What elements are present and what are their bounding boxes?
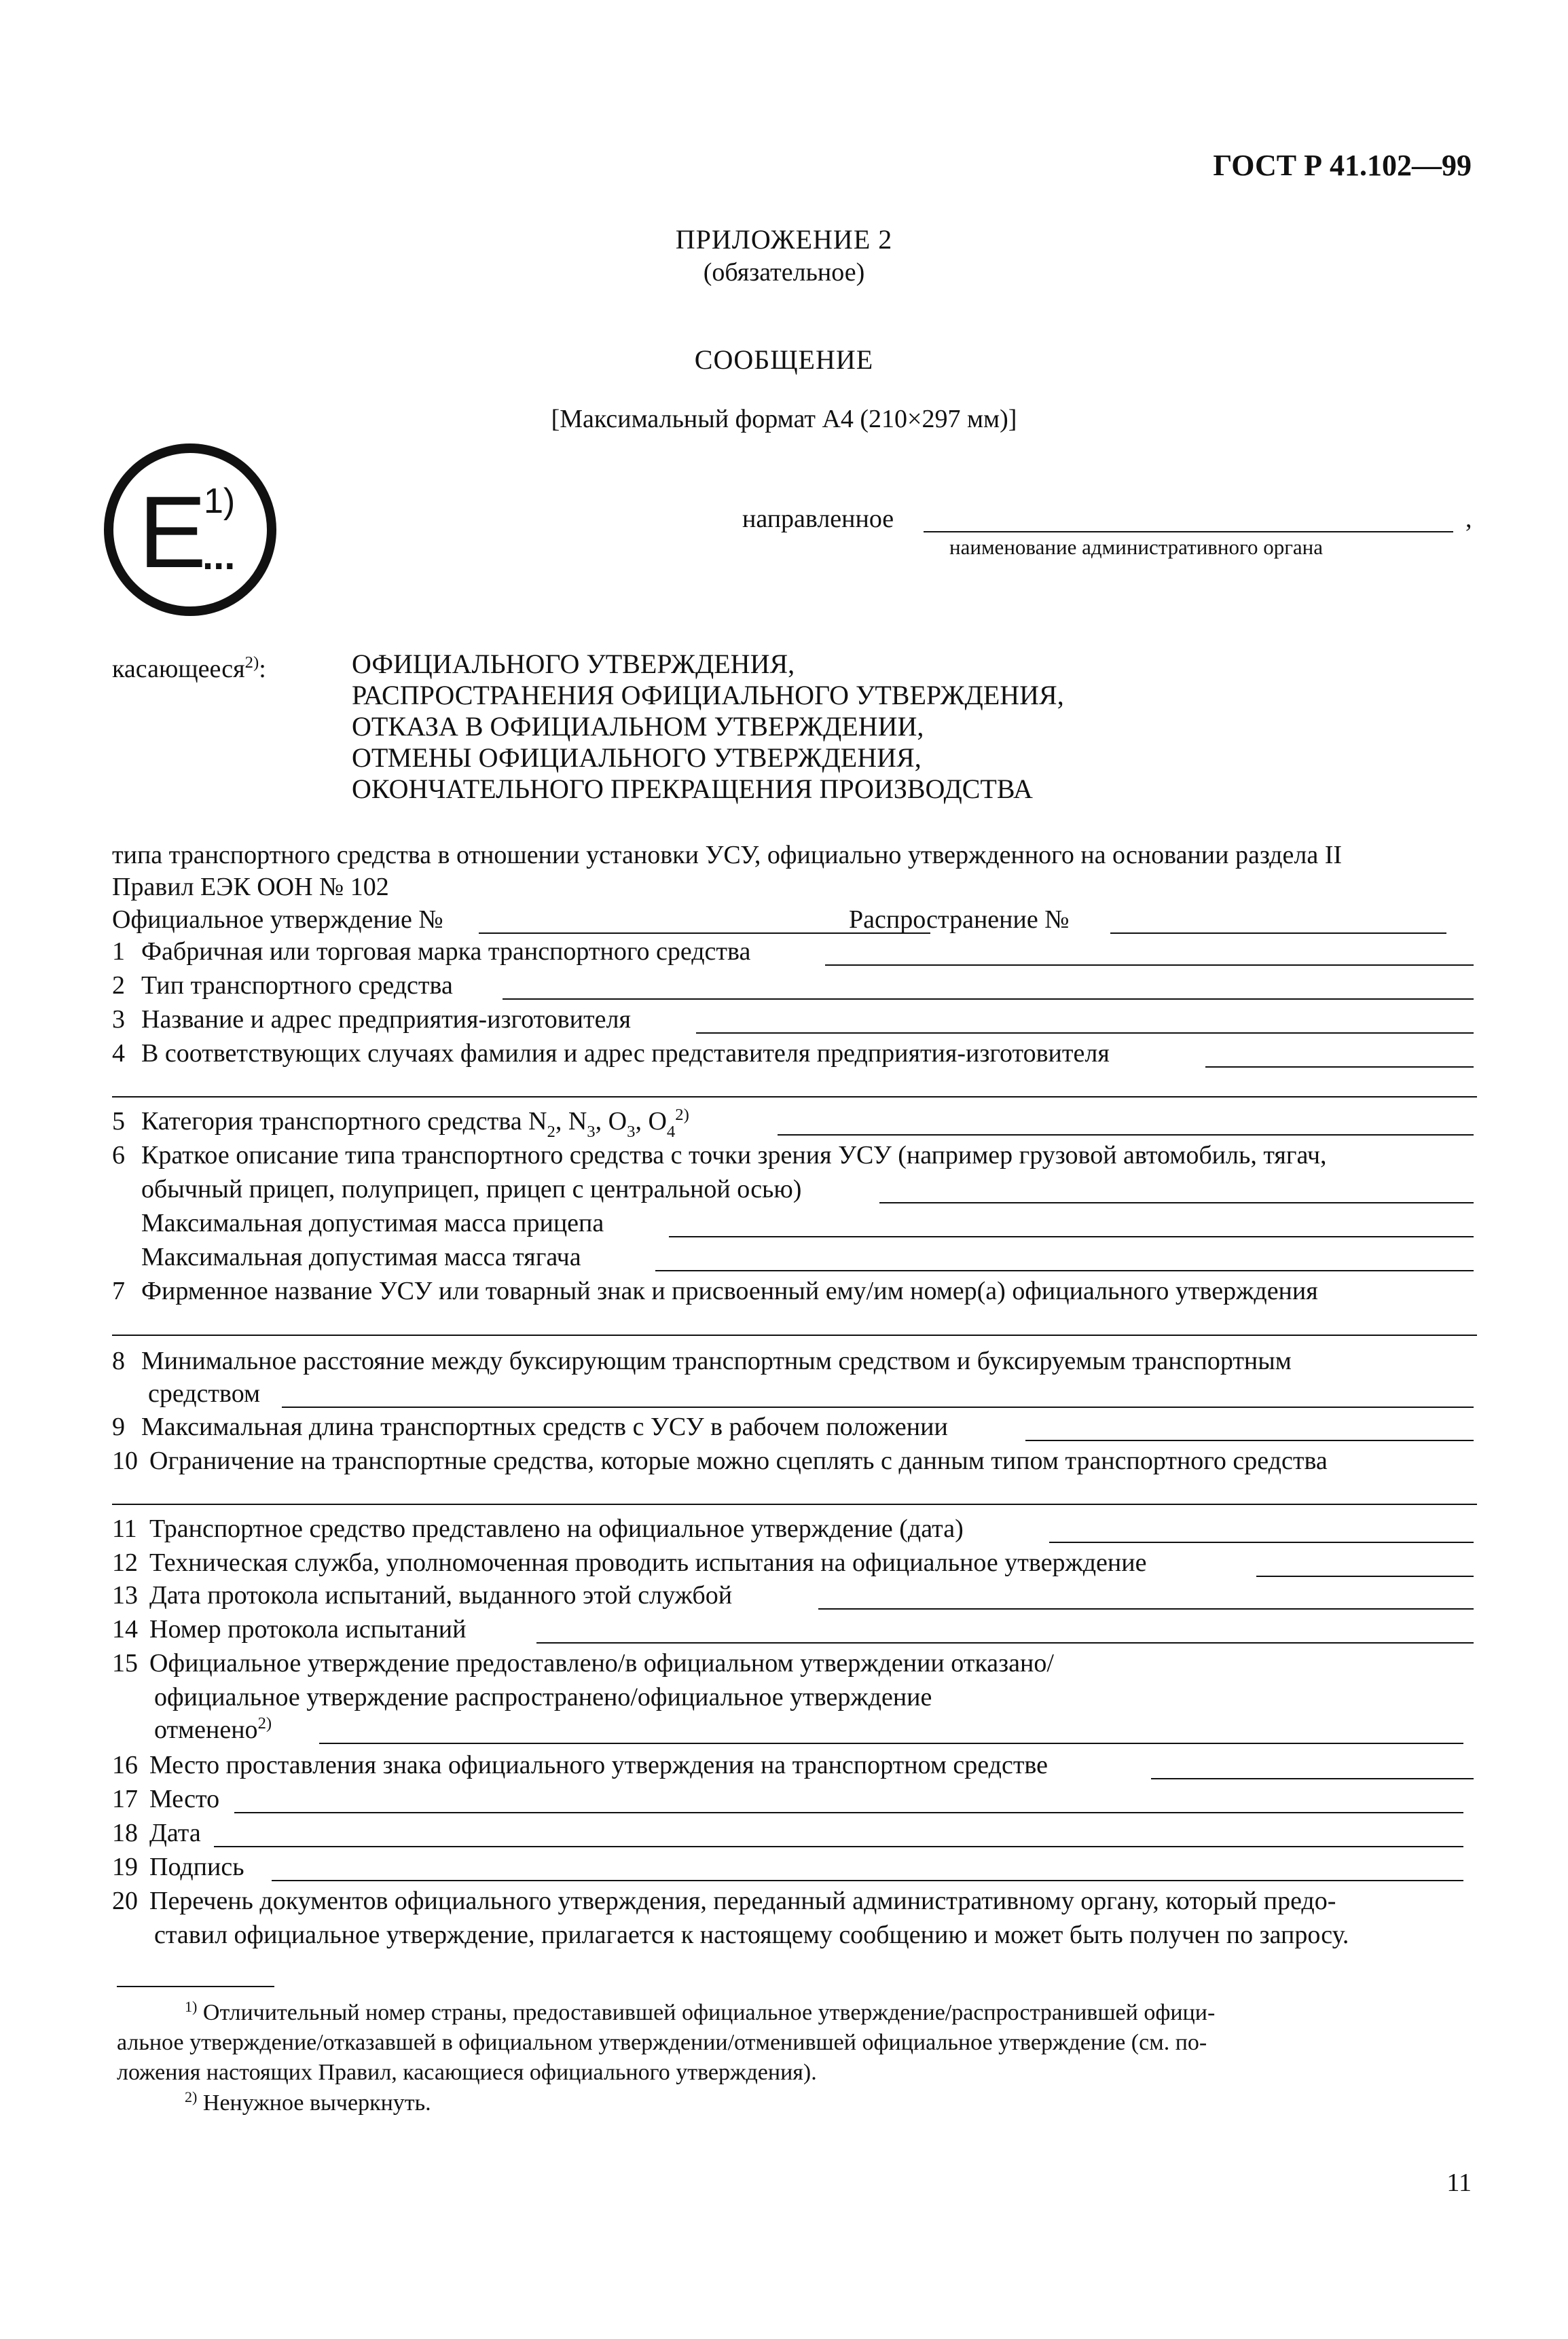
item-label [141,1106,689,1142]
item-number: 11 [112,1515,137,1543]
item-5-text-4: , O [635,1107,667,1136]
item-6-trailer-mass [112,1210,1477,1241]
item-5-text-2: , N [555,1107,587,1136]
item-number: 16 [112,1751,138,1779]
item-15-footnote-ref: 2) [257,1714,272,1733]
item-6 [112,1142,1477,1174]
sent-label: направленное [742,505,894,533]
item-number: 15 [112,1649,138,1678]
item-5-footnote-ref: 2) [675,1106,689,1125]
item-4 [112,1040,1477,1072]
item-label: Техническая служба, уполномоченная проводить испытания на официальное утверждение [149,1548,1147,1577]
approval-mark-sup: 1) [204,482,236,521]
footnote-2 [185,2088,431,2116]
item-8 [112,1348,1477,1379]
item-label-continued: ставил официальное утверждение, прилагается к настоящему сообщению и может быть получен по запросу. [154,1921,1349,1949]
item-field[interactable] [319,1743,1463,1744]
item-field[interactable] [696,1032,1474,1034]
concerning-option-5: ОКОНЧАТЕЛЬНОГО ПРЕКРАЩЕНИЯ ПРОИЗВОДСТВА [352,774,1033,804]
annex-status: (обязательное) [703,258,865,287]
item-field[interactable] [1025,1440,1474,1441]
item-field[interactable] [1151,1778,1474,1779]
item-label-continued: средством [148,1379,261,1408]
item-label: Тип транспортного средства [141,971,453,1000]
item-18 [112,1820,1477,1851]
annex-title: ПРИЛОЖЕНИЕ 2 [675,224,893,255]
item-number: 12 [112,1548,138,1577]
item-6-tractor-mass [112,1244,1477,1275]
item-5-text: Категория транспортного средства N [141,1107,547,1136]
concerning-colon: : [259,655,266,683]
concerning-text: касающееся [112,655,245,683]
item-5-text-3: , O [595,1107,627,1136]
item-number: 14 [112,1615,138,1644]
item-label: Ограничение на транспортные средства, которые можно сцеплять с данным типом транспортного средства [149,1447,1328,1475]
item-17 [112,1786,1477,1817]
footnote-1-line-3: ложения настоящих Правил, касающиеся официального утверждения). [117,2060,817,2085]
extension-number-field[interactable] [1110,932,1446,934]
item-10-continuation-line[interactable] [112,1504,1477,1505]
item-15 [112,1650,1477,1682]
item-field[interactable] [778,1134,1474,1136]
item-16 [112,1752,1477,1783]
item-3 [112,1007,1477,1038]
footnote-1 [117,1998,1482,2088]
item-5-sub-1: 2 [547,1123,555,1142]
item-2 [112,973,1477,1004]
item-label: Место проставления знака официального утверждения на транспортном средстве [149,1751,1049,1779]
item-number: 3 [112,1005,125,1034]
footnote-2-text: Ненужное вычеркнуть. [202,2090,431,2116]
page-number: 11 [1446,2169,1472,2197]
item-19 [112,1854,1477,1885]
item-7-continuation-line[interactable] [112,1335,1477,1336]
item-label: Название и адрес предприятия-изготовителя [141,1005,631,1034]
item-label: Подпись [149,1853,244,1881]
concerning-option-2: РАСПРОСТРАНЕНИЯ ОФИЦИАЛЬНОГО УТВЕРЖДЕНИЯ, [352,680,1064,710]
concerning-label [112,653,266,683]
item-number: 1 [112,937,125,966]
item-11 [112,1516,1477,1547]
item-field[interactable] [818,1608,1474,1610]
item-8-line-2 [112,1381,1477,1412]
item-15-revoked: отменено [154,1716,258,1744]
item-field[interactable] [1256,1576,1474,1577]
item-5-sub-4: 4 [666,1123,676,1142]
item-field[interactable] [503,998,1474,1000]
item-9 [112,1414,1477,1445]
sent-comma: , [1465,505,1472,533]
item-label-continued: обычный прицеп, полуприцеп, прицеп с центральной осью) [141,1175,802,1203]
approval-mark-dots: ... [202,534,236,578]
item-field[interactable] [825,964,1474,966]
item-5-sub-2: 3 [587,1123,596,1142]
item-number: 18 [112,1819,138,1847]
item-12 [112,1550,1477,1581]
approval-number-label: Официальное утверждение № [112,905,443,934]
item-7 [112,1278,1477,1309]
intro-line-2: Правил ЕЭК ООН № 102 [112,873,389,901]
item-number: 8 [112,1347,125,1375]
item-label: Перечень документов официального утверждения, переданный административному органу, который предо- [149,1887,1336,1915]
item-1 [112,939,1477,970]
item-field[interactable] [1205,1066,1474,1068]
item-20-line-2 [112,1922,1477,1953]
item-13 [112,1582,1477,1614]
item-number: 9 [112,1413,125,1441]
item-15-line-2 [112,1684,1477,1716]
item-6-line-2 [112,1176,1477,1208]
item-5-sub-3: 3 [627,1123,636,1142]
item-number: 4 [112,1039,125,1068]
trailer-mass-label: Максимальная допустимая масса прицепа [141,1209,604,1237]
sent-caption: наименование административного органа [949,535,1324,559]
item-number: 10 [112,1447,138,1475]
concerning-option-3: ОТКАЗА В ОФИЦИАЛЬНОМ УТВЕРЖДЕНИИ, [352,711,924,742]
standard-number: ГОСТ Р 41.102—99 [1213,149,1472,182]
item-label: Место [149,1785,220,1813]
item-14 [112,1616,1477,1648]
sent-line[interactable] [924,531,1453,532]
approval-mark-letter: E [139,475,207,589]
item-number: 6 [112,1141,125,1170]
item-label: Минимальное расстояние между буксирующим транспортным средством и буксируемым транспортным [141,1347,1292,1375]
footnote-2-mark: 2) [185,2088,198,2105]
concerning-option-1: ОФИЦИАЛЬНОГО УТВЕРЖДЕНИЯ, [352,649,795,679]
item-10 [112,1448,1477,1479]
approval-number-row [112,907,1477,938]
item-label: Дата протокола испытаний, выданного этой службой [149,1581,733,1610]
tractor-mass-field[interactable] [655,1270,1474,1271]
footnote-1-text-1: Отличительный номер страны, предоставившей официальное утверждение/распространившей офици- [202,2000,1216,2025]
item-number: 5 [112,1107,125,1136]
item-number: 7 [112,1277,125,1305]
item-field[interactable] [282,1407,1474,1408]
item-field[interactable] [272,1880,1463,1881]
item-5 [112,1108,1477,1140]
trailer-mass-field[interactable] [669,1236,1474,1237]
footnote-separator [117,1986,274,1987]
item-label: Максимальная длина транспортных средств с УСУ в рабочем положении [141,1413,948,1441]
item-number: 2 [112,971,125,1000]
item-20 [112,1888,1477,1919]
item-field[interactable] [234,1812,1463,1813]
item-4-continuation-line[interactable] [112,1096,1477,1098]
item-number: 20 [112,1887,138,1915]
document-title: СООБЩЕНИЕ [694,344,874,375]
item-label-continued: официальное утверждение распространено/официальное утверждение [154,1683,932,1711]
item-label: Дата [149,1819,201,1847]
item-field[interactable] [536,1642,1474,1644]
footnote-1-mark: 1) [185,1997,198,2015]
item-label: Транспортное средство представлено на официальное утверждение (дата) [149,1515,964,1543]
footnote-1-line-1 [117,1998,1482,2028]
item-15-line-3 [112,1714,1477,1748]
item-label: Официальное утверждение предоставлено/в официальном утверждении отказано/ [149,1649,1054,1678]
concerning-footnote-ref: 2) [244,653,259,672]
intro-line-1: типа транспортного средства в отношении установки УСУ, официально утвержденного на основании раздела II [112,841,1343,869]
item-label-continued [154,1714,272,1744]
item-number: 17 [112,1785,138,1813]
item-number: 13 [112,1581,138,1610]
item-number: 19 [112,1853,138,1881]
format-note: [Максимальный формат A4 (210×297 мм)] [551,405,1017,433]
item-field[interactable] [1049,1542,1474,1543]
item-label: Фабричная или торговая марка транспортного средства [141,937,751,966]
item-field[interactable] [214,1846,1463,1847]
tractor-mass-label: Максимальная допустимая масса тягача [141,1243,581,1271]
concerning-option-4: ОТМЕНЫ ОФИЦИАЛЬНОГО УТВЕРЖДЕНИЯ, [352,742,922,773]
footnote-1-line-2: альное утверждение/отказавшей в официальном утверждении/отменившей официальное утверждение (см. по- [117,2030,1207,2055]
item-label: Номер протокола испытаний [149,1615,467,1644]
item-label: В соответствующих случаях фамилия и адрес представителя предприятия-изготовителя [141,1039,1110,1068]
approval-mark [102,441,278,618]
item-label: Краткое описание типа транспортного средства с точки зрения УСУ (например грузовой автомобиль, тягач, [141,1141,1327,1170]
item-field[interactable] [879,1202,1474,1203]
extension-number-label: Распространение № [849,905,1070,934]
item-label: Фирменное название УСУ или товарный знак и присвоенный ему/им номер(а) официального утверждения [141,1277,1318,1305]
